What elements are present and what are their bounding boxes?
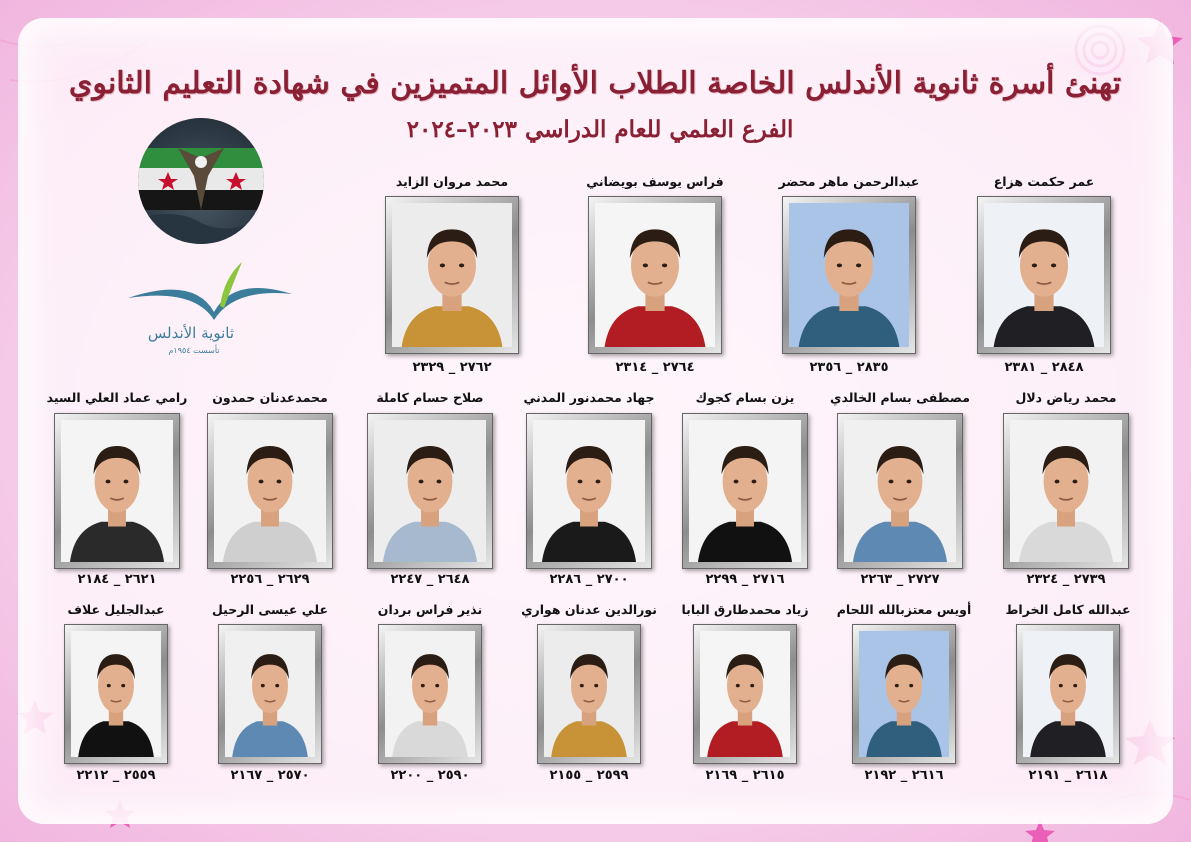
student-name: نورالدين عدنان هواري — [521, 602, 657, 617]
student-name: عبدالجليل علاف — [67, 602, 165, 617]
student-name: زياد محمدطارق البابا — [681, 602, 809, 617]
flag-eagle-emblem — [138, 118, 264, 244]
page-subtitle: الفرع العلمي للعام الدراسي ٢٠٢٣–٢٠٢٤ — [406, 116, 794, 143]
student-score: ٢٥٩٠ _ ٢٢٠٠ — [390, 768, 470, 783]
student-photo — [837, 413, 963, 569]
student-name: عبدالله كامل الخراط — [1005, 602, 1131, 617]
student-name: أويس معتزبالله اللحام — [836, 602, 972, 617]
student-score: ٢٦٤٨ _ ٢٢٤٧ — [390, 572, 470, 587]
student-photo — [852, 624, 956, 764]
student-photo — [207, 413, 333, 569]
student-photo — [977, 196, 1111, 354]
logo-name: ثانوية الأندلس — [147, 324, 234, 342]
student-photo — [588, 196, 722, 354]
student-photo — [64, 624, 168, 764]
student-score: ٢٧٦٤ _ ٢٣١٤ — [615, 360, 695, 375]
student-name: علي عيسى الرحيل — [211, 602, 329, 617]
page-title: تهنئ أسرة ثانوية الأندلس الخاصة الطلاب الأوائل المتميزين في شهادة التعليم الثانوي — [68, 66, 1122, 101]
student-score: ٢٧١٦ _ ٢٢٩٩ — [705, 572, 785, 587]
student-score: ٢٦١٥ _ ٢١٦٩ — [705, 768, 785, 783]
student-name: عمر حكمت هزاع — [993, 174, 1095, 189]
student-score: ٢٧٠٠ _ ٢٢٨٦ — [549, 572, 629, 587]
student-score: ٢٦٢٩ _ ٢٢٥٦ — [230, 572, 310, 587]
student-score: ٢٦١٨ _ ٢١٩١ — [1028, 768, 1108, 783]
student-photo — [782, 196, 916, 354]
student-name: عبدالرحمن ماهر محضر — [778, 174, 920, 189]
student-name: محمد رياض دلال — [1015, 390, 1117, 405]
student-photo — [367, 413, 493, 569]
student-photo — [54, 413, 180, 569]
student-score: ٢٥٧٠ _ ٢١٦٧ — [230, 768, 310, 783]
student-score: ٢٥٩٩ _ ٢١٥٥ — [549, 768, 629, 783]
student-name: رامي عماد العلي السيد — [46, 390, 188, 405]
student-name: جهاد محمدنور المدني — [523, 390, 655, 405]
student-photo — [693, 624, 797, 764]
student-photo — [218, 624, 322, 764]
student-score: ٢٧٣٩ _ ٢٣٢٤ — [1026, 572, 1106, 587]
student-photo — [537, 624, 641, 764]
student-photo — [385, 196, 519, 354]
student-name: فراس يوسف بويضاني — [586, 174, 724, 189]
student-photo — [526, 413, 652, 569]
student-name: محمدعدنان حمدون — [212, 390, 328, 405]
logo-founded: تأسست ١٩٥٤م — [168, 346, 220, 355]
student-name: يزن بسام كجوك — [695, 390, 795, 405]
student-photo — [1016, 624, 1120, 764]
student-name: محمد مروان الزايد — [395, 174, 509, 189]
student-score: ٢٦١٦ _ ٢١٩٢ — [864, 768, 944, 783]
student-score: ٢٧٦٢ _ ٢٣٢٩ — [412, 360, 492, 375]
student-name: صلاح حسام كاملة — [376, 390, 484, 405]
student-score: ٢٨٣٥ _ ٢٣٥٦ — [809, 360, 889, 375]
student-photo — [682, 413, 808, 569]
student-name: مصطفى بسام الخالدي — [830, 390, 970, 405]
student-photo — [378, 624, 482, 764]
student-photo — [1003, 413, 1129, 569]
student-name: نذير فراس بردان — [377, 602, 483, 617]
student-score: ٢٧٢٧ _ ٢٢٦٣ — [860, 572, 940, 587]
school-logo — [124, 258, 294, 368]
student-score: ٢٨٤٨ _ ٢٣٨١ — [1004, 360, 1084, 375]
student-score: ٢٦٢١ _ ٢١٨٤ — [77, 572, 157, 587]
student-score: ٢٥٥٩ _ ٢٢١٢ — [76, 768, 156, 783]
